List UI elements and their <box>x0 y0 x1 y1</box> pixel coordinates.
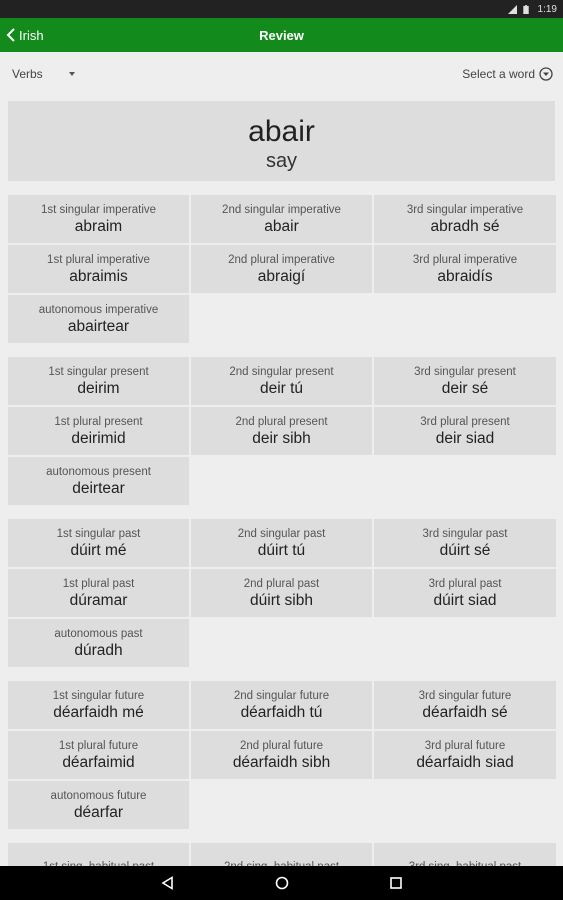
status-bar <box>0 0 563 18</box>
conjugation-cell <box>8 407 189 455</box>
conjugation-label: 3rd plural present <box>420 415 510 428</box>
conjugation-value: abraigí <box>257 267 306 285</box>
conjugation-cell <box>374 681 556 729</box>
conjugation-cell <box>191 519 372 567</box>
conjugation-cell <box>8 731 189 779</box>
conjugation-cell <box>191 731 372 779</box>
conjugation-label: 3rd plural imperative <box>412 253 518 266</box>
conjugation-label: 3rd singular future <box>418 689 512 702</box>
status-time: 1:19 <box>537 3 557 15</box>
conjugation-value: deir siad <box>435 429 495 447</box>
conjugation-cell <box>374 569 556 617</box>
app-bar <box>0 18 563 52</box>
conjugation-label: 1st plural present <box>54 415 143 428</box>
conjugation-list[interactable] <box>0 96 563 866</box>
conjugation-value: abradh sé <box>430 217 500 235</box>
conjugation-value: abraimis <box>69 267 128 285</box>
filter-bar <box>0 52 563 96</box>
conjugation-value: deirim <box>77 379 120 397</box>
category-dropdown[interactable] <box>12 67 75 81</box>
conjugation-value: déarfaidh mé <box>53 703 144 721</box>
conjugation-value: abairtear <box>67 317 130 335</box>
battery-icon <box>523 5 532 14</box>
conjugation-value: deir sé <box>441 379 489 397</box>
conjugation-value: dúirt sibh <box>250 591 313 609</box>
signal-icon <box>508 5 517 14</box>
conjugation-cell <box>191 681 372 729</box>
conjugation-cell <box>191 569 372 617</box>
conjugation-label: autonomous imperative <box>38 303 159 316</box>
conjugation-label: autonomous future <box>50 789 147 802</box>
conjugation-cell <box>8 781 189 829</box>
chevron-left-icon <box>6 28 16 42</box>
conjugation-cell <box>8 457 189 505</box>
conjugation-value: déarfaimid <box>62 753 135 771</box>
category-value: Verbs <box>12 67 43 81</box>
back-label: Irish <box>19 27 44 43</box>
past-group <box>8 519 556 667</box>
conjugation-value: déarfar <box>73 803 124 821</box>
conjugation-label: 1st plural imperative <box>47 253 150 266</box>
conjugation-value: déarfaidh sé <box>422 703 508 721</box>
conjugation-value: dúirt tú <box>257 541 306 559</box>
conjugation-value: dúirt sé <box>439 541 491 559</box>
conjugation-cell <box>8 295 189 343</box>
conjugation-label: 3rd plural future <box>424 739 506 752</box>
conjugation-label: 2nd singular present <box>229 365 334 378</box>
conjugation-cell <box>374 195 556 243</box>
conjugation-value: déarfaidh siad <box>416 753 514 771</box>
conjugation-value: déarfaidh tú <box>240 703 323 721</box>
conjugation-cell <box>374 357 556 405</box>
conjugation-label: 3rd plural past <box>428 577 502 590</box>
imperative-group <box>8 195 556 343</box>
conjugation-label: 1st singular future <box>52 689 145 702</box>
conjugation-cell <box>191 195 372 243</box>
conjugation-cell <box>374 731 556 779</box>
chevron-circle-down-icon <box>539 67 553 81</box>
conjugation-label: 2nd singular future <box>233 689 330 702</box>
page-title: Review <box>259 27 304 43</box>
conjugation-cell <box>8 681 189 729</box>
present-group <box>8 357 556 505</box>
select-word-button[interactable] <box>462 67 553 81</box>
conjugation-value: deir tú <box>259 379 304 397</box>
conjugation-label: 2nd plural future <box>239 739 324 752</box>
conjugation-cell <box>374 519 556 567</box>
caret-down-icon <box>69 72 75 76</box>
conjugation-label: 3rd singular present <box>414 365 516 378</box>
conjugation-label: 1st singular past <box>56 527 141 540</box>
conjugation-value: abraidís <box>437 267 493 285</box>
conjugation-cell <box>374 245 556 293</box>
select-word-label: Select a word <box>462 67 535 81</box>
conjugation-label: 1st singular present <box>48 365 149 378</box>
conjugation-cell <box>191 407 372 455</box>
conjugation-label: 2nd plural imperative <box>228 253 335 266</box>
conjugation-cell <box>191 245 372 293</box>
conjugation-value: dúradh <box>74 641 123 659</box>
conjugation-value: abair <box>264 217 299 235</box>
conjugation-value: deirtear <box>72 479 125 497</box>
conjugation-label: 1st plural past <box>62 577 135 590</box>
conjugation-value: déarfaidh sibh <box>232 753 331 771</box>
conjugation-cell <box>374 407 556 455</box>
irish-word: abair <box>248 115 315 148</box>
conjugation-label: autonomous past <box>54 627 143 640</box>
english-meaning: say <box>265 150 298 172</box>
conjugation-label: 1st singular imperative <box>40 203 157 216</box>
conjugation-cell <box>8 569 189 617</box>
circle-home-icon[interactable] <box>275 876 289 890</box>
system-nav-bar <box>0 866 563 900</box>
conjugation-label: 2nd plural present <box>235 415 328 428</box>
conjugation-value: abraim <box>74 217 123 235</box>
conjugation-value: dúirt mé <box>70 541 127 559</box>
conjugation-cell <box>191 357 372 405</box>
conjugation-cell <box>8 195 189 243</box>
conjugation-label: 1st plural future <box>58 739 139 752</box>
square-recents-icon[interactable] <box>389 876 403 890</box>
word-card <box>8 101 555 181</box>
conjugation-label: 3rd singular imperative <box>406 203 524 216</box>
conjugation-label: 3rd singular past <box>422 527 508 540</box>
conjugation-cell <box>8 245 189 293</box>
conjugation-value: deirimid <box>71 429 126 447</box>
conjugation-value: dúirt siad <box>433 591 497 609</box>
conjugation-cell <box>8 357 189 405</box>
conjugation-value: dúramar <box>69 591 128 609</box>
conjugation-cell <box>8 619 189 667</box>
conjugation-label: 2nd singular imperative <box>222 203 341 216</box>
conjugation-value: deir sibh <box>252 429 311 447</box>
back-button[interactable] <box>6 18 44 52</box>
future-group <box>8 681 556 829</box>
conjugation-label: 2nd plural past <box>243 577 320 590</box>
conjugation-cell <box>8 519 189 567</box>
conjugation-label: autonomous present <box>46 465 151 478</box>
triangle-back-icon[interactable] <box>161 876 175 890</box>
conjugation-label: 2nd singular past <box>237 527 326 540</box>
